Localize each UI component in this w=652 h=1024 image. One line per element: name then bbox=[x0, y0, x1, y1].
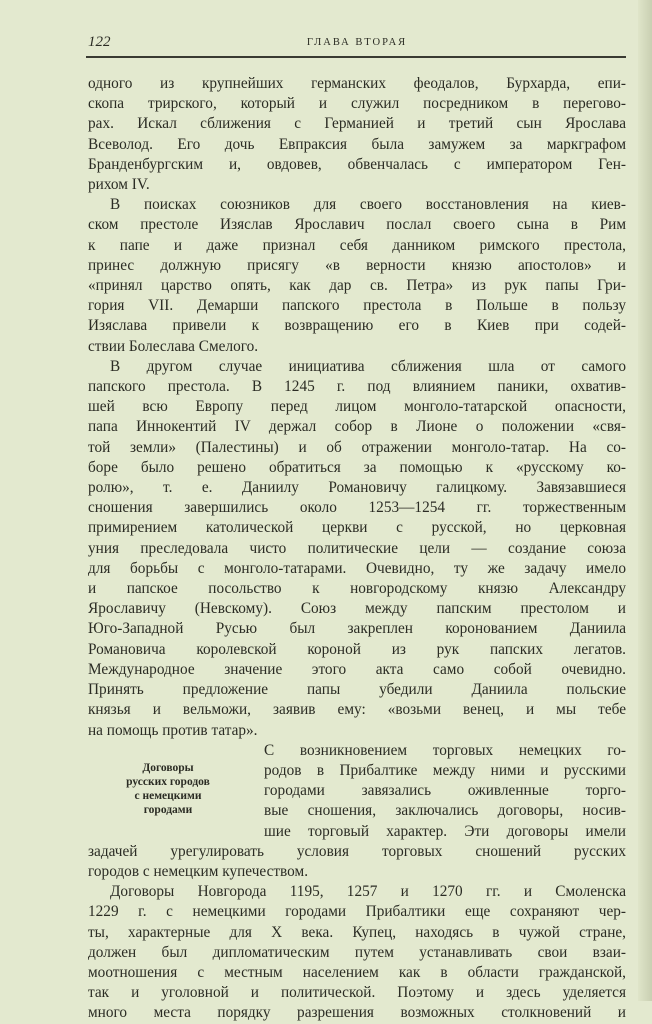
text-line: городами завязались оживленные торго- bbox=[264, 782, 626, 800]
side-note-line: русских городов bbox=[126, 775, 210, 788]
text-line: много места порядку разрешения возможных столкновений и bbox=[88, 1004, 626, 1022]
paragraph bbox=[88, 842, 626, 882]
text-line: на помощь против татар». bbox=[88, 721, 258, 739]
text-line: задачей урегулировать условия торговых сношений русских bbox=[88, 842, 626, 860]
text-line: Принять предложение папы убедили Даниила польские bbox=[88, 681, 626, 699]
text-line: В поисках союзников для своего восстановления на киев- bbox=[110, 196, 626, 214]
paragraph bbox=[88, 74, 626, 195]
text-line: Бранденбургским и, овдовев, обвенчалась с императором Ген- bbox=[88, 155, 626, 173]
body-text bbox=[88, 74, 626, 1024]
text-line: Романовича королевской короной из рук папских легатов. bbox=[88, 640, 626, 658]
text-line: сношения завершились около 1253—1254 гг. торжественным bbox=[88, 499, 626, 517]
text-line: принес должную присягу «в верности князю апостолов» и bbox=[88, 256, 626, 274]
text-line: рах. Искал сближения с Германией и третий сын Ярослава bbox=[88, 115, 626, 133]
text-line: той земли» (Палестины) и об отражении монголо-татар. На со- bbox=[88, 438, 626, 456]
text-line: шей всю Европу перед лицом монголо-татарской опасности, bbox=[88, 398, 626, 416]
paragraph bbox=[88, 882, 626, 1023]
text-line: ском престоле Изяслав Ярославич послал своего сына в Рим bbox=[88, 216, 626, 234]
text-line: «принял царство опять, как дар св. Петра» из рук папы Гри- bbox=[88, 277, 626, 295]
text-line: скопа трирского, который и служил посредником в перегово- bbox=[88, 95, 626, 113]
side-paragraph-lines bbox=[264, 741, 626, 842]
text-line: ролю», т. е. Даниилу Романовичу галицкому. Завязавшиеся bbox=[88, 479, 626, 497]
side-paragraph-continuation bbox=[88, 842, 626, 882]
text-line: Юго-Западной Русью был закреплен коронованием Даниила bbox=[88, 620, 626, 638]
text-line: к папе и даже признал себя данником римского престола, bbox=[88, 236, 626, 254]
running-title: ГЛАВА ВТОРАЯ bbox=[306, 37, 408, 48]
text-line: Ярославичу (Невскому). Союз между папским престолом и bbox=[88, 600, 626, 618]
text-line: ты, характерные для X века. Купец, находясь в чужой стране, bbox=[88, 923, 626, 941]
header-rule bbox=[86, 56, 626, 58]
text-line: боре было решено обратиться за помощью к «русскому ко- bbox=[88, 458, 626, 476]
text-line: папского престола. В 1245 г. под влиянием паники, охватив- bbox=[88, 378, 626, 396]
text-line: уния преследовала чисто политические цели — создание союза bbox=[88, 539, 626, 557]
text-line: князья и вельможи, заявив ему: «возьми венец, и мы тебе bbox=[88, 701, 626, 719]
page-number: 122 bbox=[88, 34, 111, 50]
text-line: рихом IV. bbox=[88, 176, 150, 194]
text-line: папа Иннокентий IV держал собор в Лионе о положении «свя- bbox=[88, 418, 626, 436]
text-line: гория VII. Демарши папского престола в Польше в пользу bbox=[88, 297, 626, 315]
text-line: одного из крупнейших германских феодалов, Бурхарда, епи- bbox=[88, 75, 626, 92]
text-line: С возникновением торговых немецких го- bbox=[264, 741, 626, 759]
text-line: Договоры Новгорода 1195, 1257 и 1270 гг. и Смоленска bbox=[110, 883, 626, 901]
text-line: так и уголовной и политической. Поэтому и здесь уделяется bbox=[88, 984, 626, 1002]
side-note-line: городами bbox=[143, 803, 193, 816]
paragraph bbox=[264, 741, 626, 842]
text-line: городов с немецким купечеством. bbox=[88, 862, 309, 880]
paragraph-after bbox=[88, 882, 626, 1023]
text-line: В другом случае инициатива сближения шла от самого bbox=[110, 357, 626, 375]
text-line: шие торговый характер. Эти договоры имели bbox=[264, 822, 626, 840]
text-line: и папское посольство к новгородскому князю Александру bbox=[88, 580, 626, 598]
text-line: для борьбы с монголо-татарами. Очевидно, ту же задачу имело bbox=[88, 559, 626, 577]
text-line: Изяслава привели к возвращению его в Киев при содей- bbox=[88, 317, 626, 335]
paragraphs-before bbox=[88, 74, 626, 741]
text-line: примирением католической церкви с русской, но церковная bbox=[88, 519, 626, 537]
text-line: должен был дипломатическим путем устанавливать свои взаи- bbox=[88, 943, 626, 961]
paragraph bbox=[88, 357, 626, 741]
page-edge bbox=[638, 0, 652, 1001]
text-line: родов в Прибалтике между ними и русскими bbox=[264, 761, 626, 779]
side-note bbox=[88, 741, 248, 842]
text-line: 1229 г. с немецкими городами Прибалтики еще сохраняют чер- bbox=[88, 903, 626, 921]
side-note-line: Договоры bbox=[142, 761, 194, 774]
side-note-section bbox=[88, 741, 626, 842]
text-line: ствии Болеслава Смелого. bbox=[88, 337, 259, 355]
page-header bbox=[88, 34, 626, 54]
text-line: Всеволод. Его дочь Евпраксия была замужем за маркграфом bbox=[88, 135, 626, 153]
text-line: Международное значение этого акта само собой очевидно. bbox=[88, 660, 626, 678]
paragraph bbox=[88, 195, 626, 357]
text-line: вые сношения, заключались договоры, носив- bbox=[264, 802, 626, 820]
text-line: моотношения с местным населением как в области гражданской, bbox=[88, 963, 626, 981]
side-note-line: с немецкими bbox=[134, 789, 202, 802]
